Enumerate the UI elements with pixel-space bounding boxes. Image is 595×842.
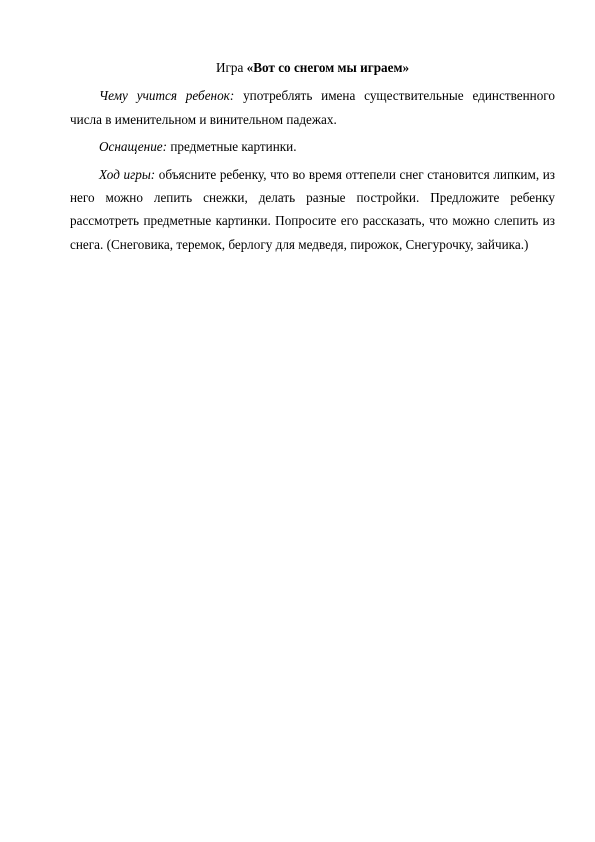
paragraph-lead: Ход игры:: [99, 166, 156, 182]
game-title-prefix: Игра: [215, 60, 247, 75]
paragraph-text: объясните ребенку, что во время оттепели снег становится липким, из него можно лепить снежки, делать разные постройки. Предложите ребенку рассмотреть предметные картинки. Попросите его рассказать, что можно слепить из снега. (Снеговика, теремок, берлогу для медведя, пирожок, Снегурочку, зайчика.): [70, 166, 555, 252]
game-title-name: «Вот со снегом мы играем»: [246, 60, 410, 75]
game-title: [70, 56, 555, 79]
paragraph-lead: Оснащение:: [99, 139, 168, 155]
paragraph-text: предметные картинки.: [167, 139, 297, 155]
paragraph-equipment: [70, 135, 555, 158]
document-body: [70, 56, 555, 260]
paragraph-lead: Чему учится ребенок:: [99, 88, 235, 104]
paragraph-game-procedure: [70, 163, 555, 257]
paragraph-learning-goal: [70, 84, 555, 131]
paragraph-text: употреблять имена существительные единственного числа в именительном и винительном падежах.: [70, 88, 555, 127]
